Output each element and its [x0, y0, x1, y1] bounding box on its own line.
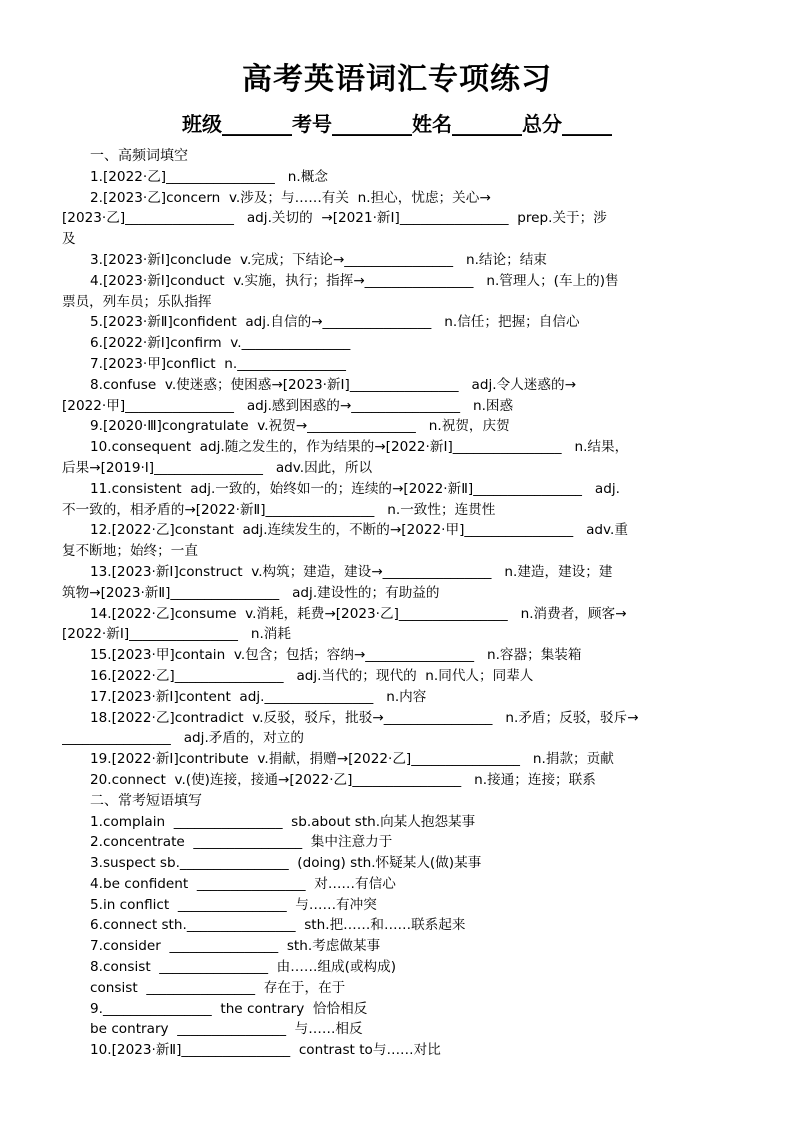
exercise-line: 2.[2023·乙]concern v.涉及；与……有关 n.担心，忧虑；关心→	[90, 189, 491, 206]
exercise-line: 不一致的，相矛盾的→[2022·新Ⅱ]________________ n.一致性；连贯性	[62, 501, 496, 518]
exercise-line: 14.[2022·乙]consume v.消耗，耗费→[2023·乙]________________ n.消费者，顾客→	[90, 605, 627, 622]
section-heading: 一、高频词填空	[90, 148, 188, 164]
exercise-line: [2023·乙]________________ adj.关切的 →[2021·新Ⅰ]________________ prep.关于；涉	[62, 210, 607, 227]
exercise-line: 1.complain ________________ sb.about sth.向某人抱怨某事	[90, 813, 476, 830]
exercise-line: 5.in conflict ________________ 与……有冲突	[90, 896, 377, 913]
exercise-line: 复不断地；始终；一直	[62, 543, 198, 560]
exercise-line: 9.________________ the contrary 恰恰相反	[90, 1000, 368, 1017]
exercise-line: 票员，列车员；乐队指挥	[62, 293, 212, 310]
exercise-line: 9.[2020·Ⅲ]congratulate v.祝贺→________________ n.祝贺，庆贺	[90, 418, 510, 435]
exercise-line: 后果→[2019·Ⅰ]________________ adv.因此，所以	[62, 459, 373, 476]
exercise-line: 10.consequent adj.随之发生的，作为结果的→[2022·新Ⅰ]________________ n.结果，	[90, 439, 629, 456]
student-info-line: 班级_______考号________姓名_______总分_____	[182, 112, 612, 136]
exercise-line: 16.[2022·乙]________________ adj.当代的；现代的 n.同代人；同辈人	[90, 667, 534, 684]
section-heading: 二、常考短语填写	[90, 792, 202, 809]
exercise-line: be contrary ________________ 与……相反	[90, 1021, 363, 1038]
exercise-line: consist ________________ 存在于，在于	[90, 979, 346, 996]
exercise-line: 4.[2023·新Ⅰ]conduct v.实施，执行；指挥→________________ n.管理人；(车上的)售	[90, 272, 619, 289]
page-title: 高考英语词汇专项练习	[242, 62, 552, 97]
exercise-line: 6.[2022·新Ⅰ]confirm v.________________	[90, 335, 351, 352]
exercise-line: 1.[2022·乙]________________ n.概念	[90, 168, 328, 185]
exercise-line: 12.[2022·乙]constant adj.连续发生的，不断的→[2022·甲]________________ adv.重	[90, 522, 628, 539]
exercise-line: 8.confuse v.使迷惑；使困惑→[2023·新Ⅰ]________________ adj.令人迷惑的→	[90, 376, 576, 393]
exercise-line: 6.connect sth.________________ sth.把……和……联系起来	[90, 917, 466, 934]
exercise-line: 7.consider ________________ sth.考虑做某事	[90, 938, 381, 955]
exercise-line: 19.[2022·新Ⅰ]contribute v.捐献，捐赠→[2022·乙]________________ n.捐款；贡献	[90, 751, 614, 768]
exercise-line: 5.[2023·新Ⅱ]confident adj.自信的→________________ n.信任；把握；自信心	[90, 314, 580, 331]
exercise-lines	[62, 146, 737, 1061]
exercise-line: 8.consist ________________ 由……组成(或构成)	[90, 959, 397, 976]
exercise-line: 20.connect v.(使)连接，接通→[2022·乙]________________ n.接通；连接；联系	[90, 771, 596, 788]
exercise-line: 及	[62, 231, 76, 248]
exercise-line: 4.be confident ________________ 对……有信心	[90, 875, 396, 892]
exercise-line: 2.concentrate ________________ 集中注意力于	[90, 834, 393, 851]
exercise-line: 18.[2022·乙]contradict v.反驳，驳斥，批驳→________________ n.矛盾；反驳，驳斥→	[90, 709, 639, 726]
exercise-line: ________________ adj.矛盾的，对立的	[62, 730, 304, 747]
exercise-line: 3.[2023·新Ⅰ]conclude v.完成；下结论→________________ n.结论；结束	[90, 251, 547, 268]
exercise-line: [2022·甲]________________ adj.感到困惑的→________________ n.困惑	[62, 397, 514, 414]
exercise-line: 13.[2023·新Ⅰ]construct v.构筑；建造，建设→________________ n.建造，建设；建	[90, 563, 613, 580]
exercise-line: 10.[2023·新Ⅱ]________________ contrast to与……对比	[90, 1042, 441, 1059]
exercise-line: 3.suspect sb.________________ (doing) sth.怀疑某人(做)某事	[90, 855, 482, 872]
exercise-line: 筑物→[2023·新Ⅱ]________________ adj.建设性的；有助益的	[62, 584, 440, 601]
exercise-line: 15.[2023·甲]contain v.包含；包括；容纳→________________ n.容器；集装箱	[90, 647, 582, 664]
exercise-line: 7.[2023·甲]conflict n.________________	[90, 355, 346, 372]
exercise-line: 11.consistent adj.一致的，始终如一的；连续的→[2022·新Ⅱ]________________ adj.	[90, 480, 620, 497]
exercise-line: 17.[2023·新Ⅰ]content adj.________________ n.内容	[90, 688, 427, 705]
exercise-line: [2022·新Ⅰ]________________ n.消耗	[62, 626, 291, 643]
